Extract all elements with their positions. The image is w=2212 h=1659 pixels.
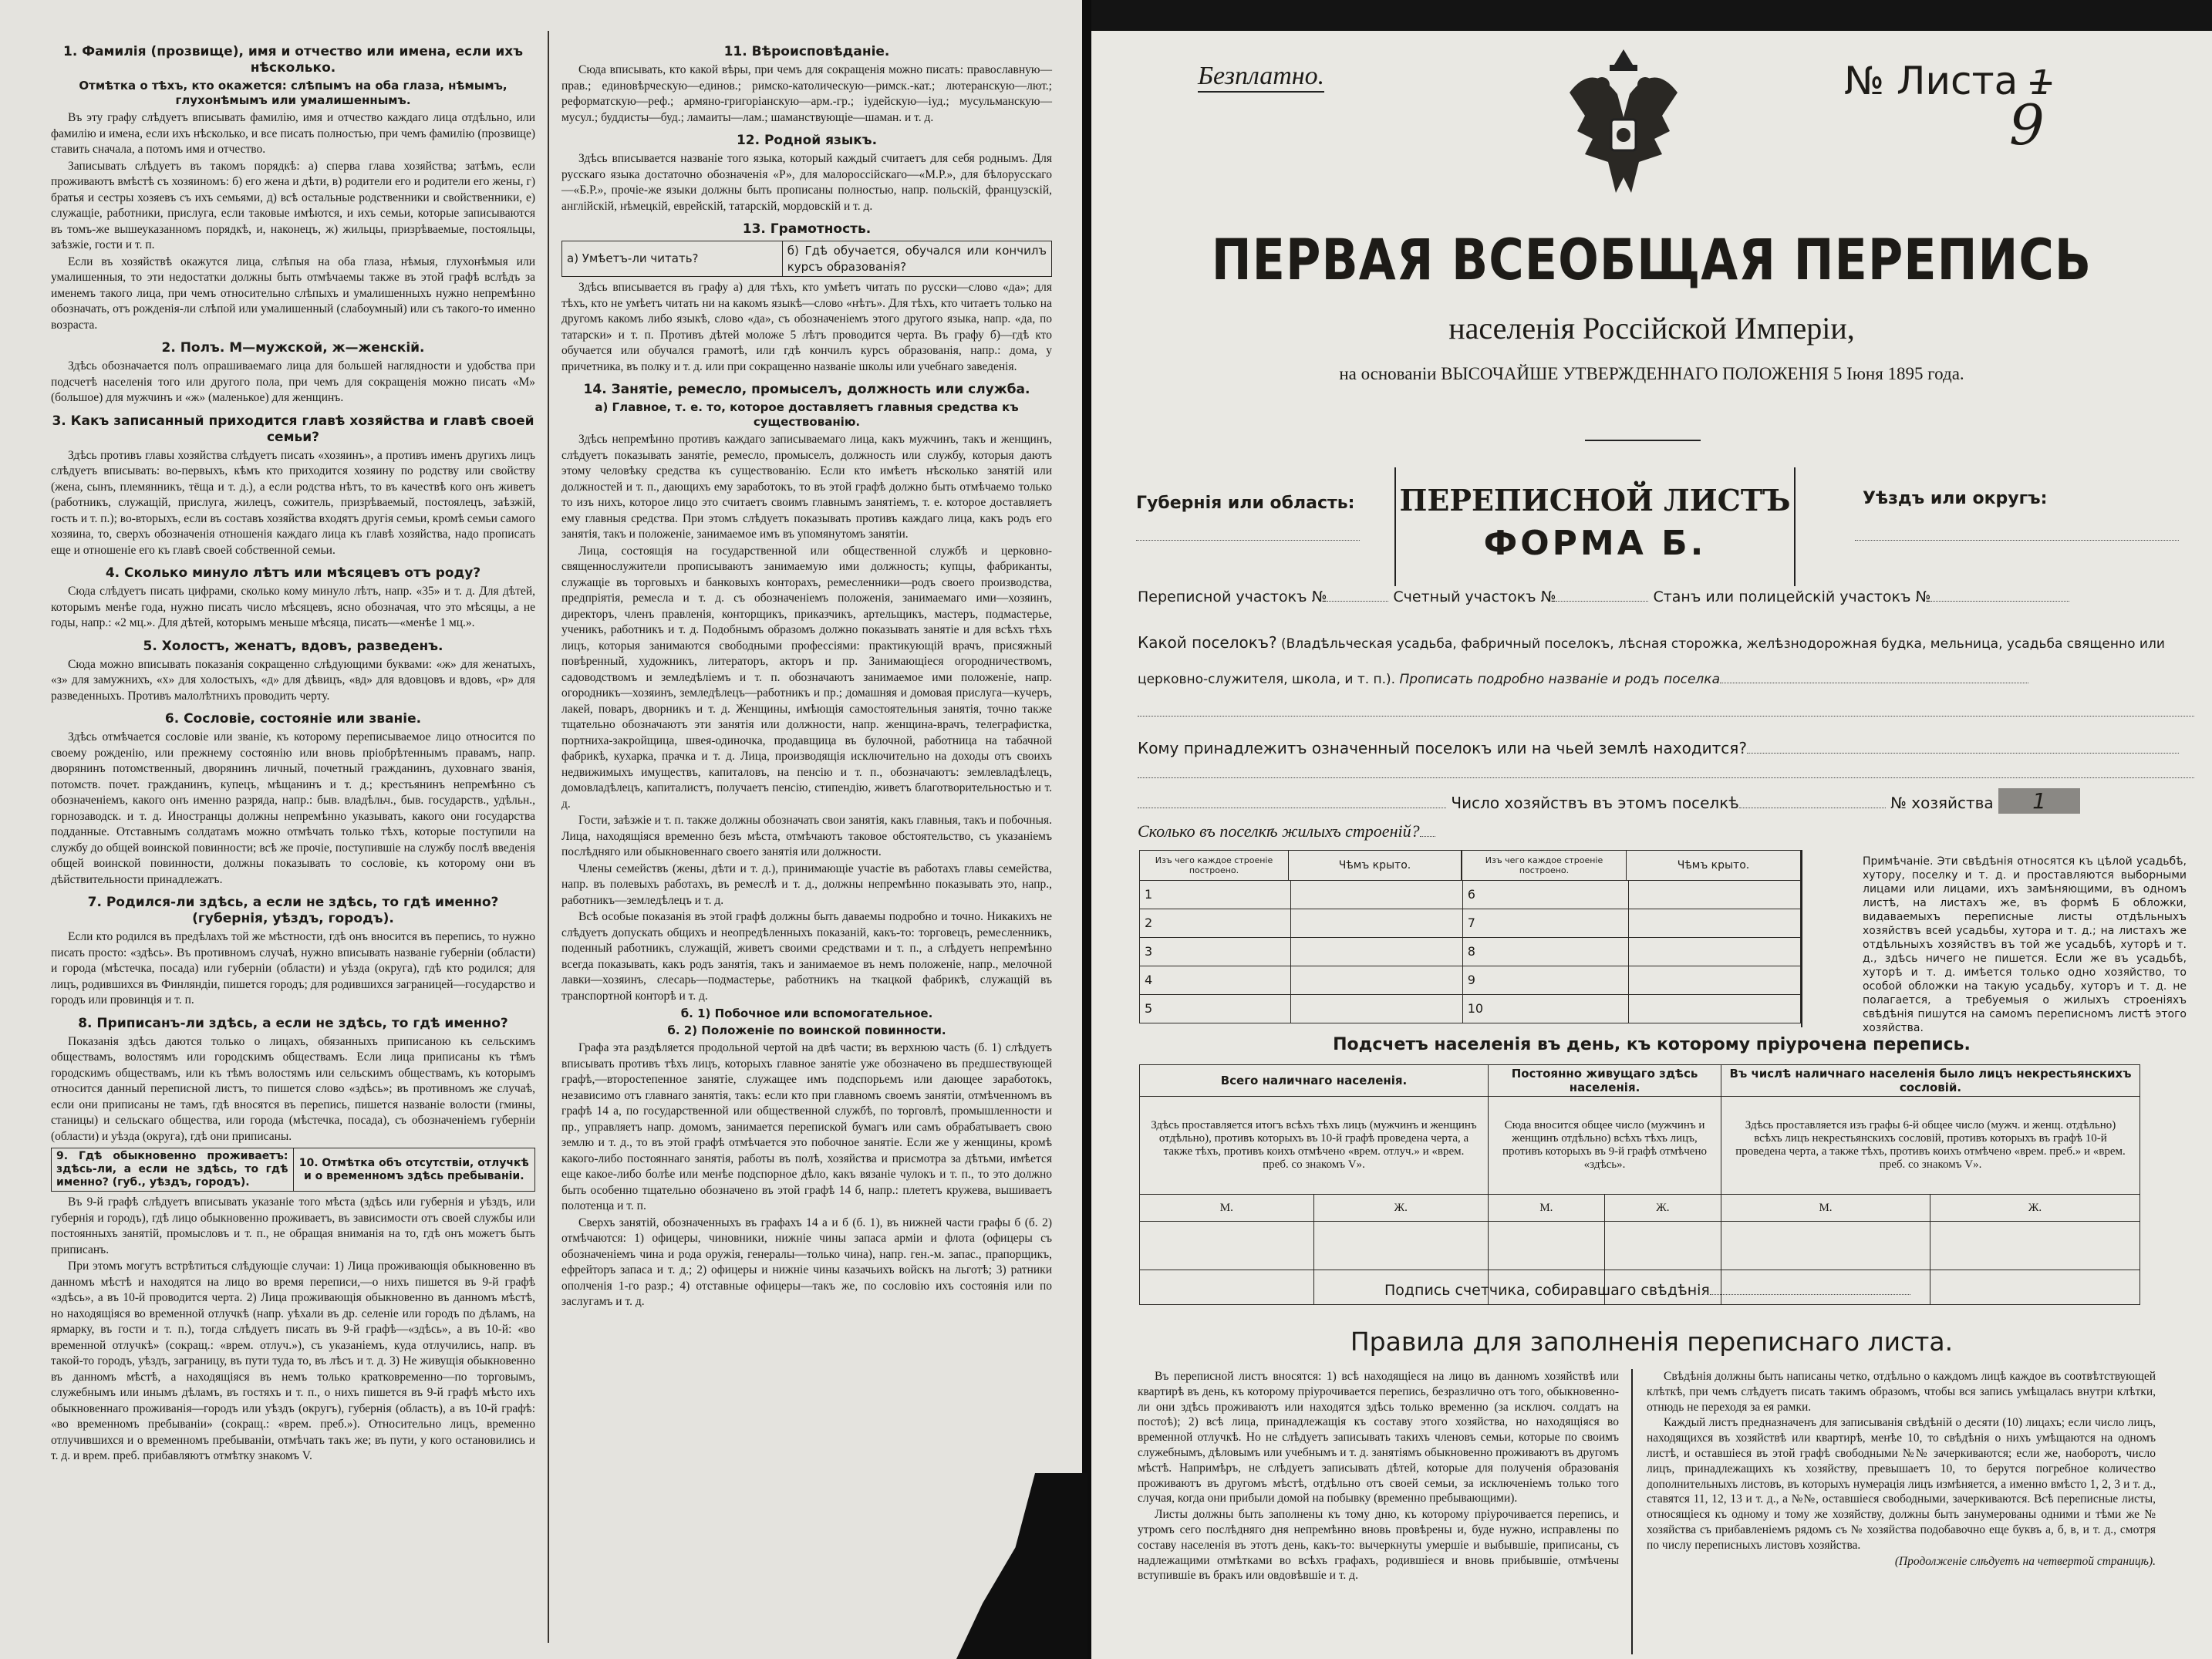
paragraph: Въ эту графу слѣдуетъ вписывать фамилію, имя и отчество каждаго лица отдѣльно, или фамилію и имена, если ихъ нѣсколько, и все писать полностью, при чемъ фамилію (прозвище) ставить сначала, а потомъ имя и отчество.	[51, 111, 535, 156]
ct-cell-m2[interactable]	[1488, 1222, 1604, 1270]
bt-header-roof-2: Чѣмъ крыто.	[1627, 851, 1801, 881]
buildings-table-left	[1139, 850, 1462, 881]
rules-divider	[1631, 1369, 1633, 1654]
column-divider	[548, 31, 549, 1643]
literacy-header	[561, 241, 1052, 277]
count-table	[1139, 1064, 2140, 1305]
bt-header-material: Изъ чего каждое строеніе построено.	[1140, 851, 1289, 881]
khozyaistva-row	[1138, 788, 2202, 814]
gubernia-label: Губернія или область:	[1136, 494, 1355, 513]
stan-field[interactable]	[1930, 601, 2069, 602]
ct-desc-permanent: Сюда вносится общее число (мужчинъ и женщинъ отдѣльно) всѣхъ тѣхъ лицъ, противъ которыхъ въ 9-й графѣ отмѣчено «здѣсь».	[1488, 1097, 1721, 1195]
schet-uchastok-field[interactable]	[1556, 601, 1648, 602]
poselok-field-line[interactable]	[1138, 716, 2194, 717]
row-number: 5	[1139, 995, 1291, 1023]
signature-label: Подпись счетчика, собиравшаго свѣдѣнія	[1384, 1282, 1710, 1299]
section-subheading: б. 1) Побочное или вспомогательное.	[680, 1007, 933, 1020]
section-heading: 1. Фамилія (прозвище), имя и отчество или имена, если ихъ нѣсколько.	[63, 44, 523, 76]
main-title: ПЕРВАЯ ВСЕОБЩАЯ ПЕРЕПИСЬ	[1211, 226, 2092, 293]
roof-cell[interactable]	[1629, 966, 1801, 995]
ct-cell-zh3b[interactable]	[1930, 1270, 2140, 1305]
paragraph: Здѣсь отмѣчается сословіе или званіе, къ которому переписываемое лицо относится по своему рожденію, или прежнему состоянію или вновь пріобрѣтеннымъ правамъ, напр. дворянинъ потомственный, дворянинъ личный, почетный гражданинъ, духовнаго званія, потомств. почет. гражданинъ, купецъ, мѣщанинъ и т. д.; крестьянинъ непремѣнно съ обозначеніемъ, какого онъ именно разряда, напр.: быв. владѣльч., быв. государств., удѣльн., горнозаводск. и т. д. Иностранцы должны непремѣнно указывать, какого они государства подданные. Отставнымъ солдатамъ можно отмѣчать только тѣхъ, которые поступили на службу до общей воинской повинности; всѣ же прочіе, поступившіе на службу послѣ введенія общей воинской повинности, должны показывать то сословіе, къ которому они въ дѣйствительности принадлежатъ.	[51, 730, 535, 886]
rules-left-p1: Въ переписной листъ вносятся: 1) всѣ находящіеся на лицо въ данномъ хозяйствѣ или квартирѣ въ день, къ которому пріурочивается перепись, безразлично отъ того, обыкновенно-ли они здѣсь проживаютъ или находятся здѣсь только временно (за исключ. солдатъ на постоѣ); 2) всѣ лица, принадлежащія къ составу этого хозяйства, но находящіяся во временной отлучкѣ. Но не слѣдуетъ записывать такихъ членовъ семьи, которые по своимъ служебнымъ, дѣловымъ или учебнымъ и т. д. занятіямъ обыкновенно проживаютъ въ другомъ мѣстѣ. Напримѣръ, не слѣдуетъ записывать дѣтей, которые для полученія образованія проживаютъ въ другомъ мѣстѣ, отдѣльно отъ своей семьи, за исключеніемъ только того случая, когда они прибыли домой на побывку (временно пребывающими).	[1138, 1370, 1619, 1506]
perepis-uchastok-field[interactable]	[1327, 601, 1388, 602]
khozyaistvo-no-field[interactable]: 1	[1998, 788, 2080, 814]
ct-desc-total: Здѣсь проставляется итогъ всѣхъ тѣхъ лицъ (мужчинъ и женщинъ отдѣльно), противъ которыхъ въ 10-й графѣ проведена черта, а также тѣхъ, противъ коихъ отмѣчено «врем. отлуч.» и «врем. преб. со знакомъ V».	[1140, 1097, 1489, 1195]
roof-cell[interactable]	[1291, 881, 1463, 909]
section-heading: 11. Вѣроисповѣданіе.	[723, 44, 890, 59]
col10-header: 10. Отмѣтка объ отсутствіи, отлучкѣ и о временномъ здѣсь пребываніи.	[293, 1148, 535, 1192]
section-heading: 8. Приписанъ-ли здѣсь, а если не здѣсь, то гдѣ именно?	[78, 1015, 508, 1031]
section-heading: 2. Полъ. М—мужской, ж—женскій.	[161, 340, 425, 356]
paragraph: Сверхъ занятій, обозначенныхъ въ графахъ 14 а и б (б. 1), въ нижней части графы б (б. 2) отмѣчаются: 1) офицеры, чиновники, нижніе чины запаса арміи и флота (офицеры съ обозначеніемъ чина и рода оружія, генералы—только чина), напр. ген.-м. запас., прапорщикъ, ефрейторъ запаса и т. д.; 2) офицеры и нижніе чины казачьихъ войскъ на льготѣ; 3) ратники ополченія 1-го разр.; 4) отставные офицеры—такъ же, по сословію ихъ состоянія или по заслугамъ и т. д.	[561, 1216, 1052, 1308]
section-heading: 5. Холостъ, женатъ, вдовъ, разведенъ.	[143, 638, 443, 654]
gubernia-field[interactable]	[1136, 540, 1360, 541]
buildings-row	[1139, 938, 1801, 966]
stroenii-field[interactable]	[1420, 836, 1435, 837]
paragraph: Здѣсь обозначается полъ опрашиваемаго лица для большей наглядности и удобства при подсчетѣ населенія того или другого пола, при чемъ для сокращенія можно писать «М» (большое) для мужчинъ и «ж» (маленькое) для женщинъ.	[51, 359, 535, 404]
sheet-number-struck: 1	[2030, 63, 2052, 103]
paragraph: Лица, состоящія на государственной или общественной службѣ и церковно-священнослужители прописываютъ занимаемую ими должность; купцы, фабриканты, служащіе въ торговыхъ и банковыхъ конторахъ, ремесленники—родъ своего производства, предпріятія, ремесла и т. д. съ обозначеніемъ положенія, занимаемаго ими—хозяинъ, директоръ, членъ правленія, конторщикъ, приказчикъ, артельщикъ, мастеръ, подмастерье, ученикъ, работникъ и т. д. Подобнымъ образомъ должно показывать занятіе и для всѣхъ тѣхъ лицъ, которыя занимаются свободными профессіями: практикующій врачъ, присяжный повѣренный, художникъ, литераторъ, акторъ и пр. Занимающіеся огородничествомъ, садоводствомъ и земледѣліемъ и т. п. обозначаютъ занимаемое ими положеніе, напр. огородникъ—хозяинъ, земледѣлецъ—работникъ и пр.; домашняя и домовая прислуга—кучеръ, лакей, поваръ, дворникъ и т. д. Женщины, имѣющія самостоятельныя занятія, точно также тщательно обозначаютъ эти занятія или должности, напр. женщина-врачъ, телеграфистка, портниха-закройщица, швея-одиночка, продавщица въ булочной, работница на табачной фабрикѣ, кухарка, прачка и т. д. Лица, производящія исключительно на доходы отъ своихъ недвижимыхъ имуществъ, капиталовъ, на пенсію и т. п., обозначаютъ: землевладѣлецъ, домовладѣлецъ, капиталистъ, получаетъ пенсію, стипендію, живетъ благотворительностью и т. д.	[561, 544, 1052, 811]
khozyaistvo-no-label: № хозяйства	[1890, 794, 1994, 812]
row-number: 7	[1463, 909, 1629, 938]
paragraph: Здѣсь вписывается въ графу а) для тѣхъ, кто умѣетъ читать по русски—слово «да»; для тѣхъ, кто не умѣетъ читать ни на какомъ языкѣ—слово «нѣтъ». Для тѣхъ, кто читаетъ только на другомъ какомъ либо языкѣ, слово «да», съ обозначеніемъ этого другого языка, напр. «да, по татарски» и т. п. Противъ дѣтей моложе 5 лѣтъ проводится черта. Въ графу б)—гдѣ кто обучается или обучался грамотѣ, или гдѣ кончилъ курсъ образованія, напр.: дома, у причетника, въ полку и т. д. или при сокращенно названіе школы или учебнаго заведенія.	[561, 281, 1052, 373]
form-title-box	[1394, 467, 1796, 586]
columns-9-10-header	[51, 1148, 535, 1192]
ct-cell-m1b[interactable]	[1140, 1270, 1314, 1305]
paragraph: Здѣсь непремѣнно противъ каждаго записываемаго лица, какъ мужчинъ, такъ и женщинъ, слѣдуетъ показывать занятіе, ремесло, промыселъ, должность или службу, которыя даютъ этому человѣку средства къ существованію. Если кто имѣетъ нѣсколько занятій или должностей и т. п., дающихъ ему заработокъ, то въ этой графѣ должно быть отмѣчаемо только то изъ нихъ, которое лицо это считаетъ своимъ главнымъ занятіемъ, т. е. которое доставляетъ ему главныя средства. При этомъ слѣдуетъ показывать противъ каждаго лица, какъ родъ его занятія, такъ и положеніе, занимаемое имъ въ упомянутомъ занятіи.	[561, 433, 1052, 541]
rules-left	[1138, 1369, 1619, 1584]
paragraph: Сюда можно вписывать показанія сокращенно слѣдующими буквами: «ж» для женатыхъ, «з» для замужнихъ, «х» для холостыхъ, «д» для дѣвицъ, «вд» для вдовцовъ и вдовъ, «р» для разведенныхъ. Противъ малолѣтнихъ проводить черту.	[51, 657, 535, 703]
left-column-2	[561, 37, 1052, 1311]
ct-zh-1: Ж.	[1313, 1195, 1488, 1222]
schet-uchastok-label: Счетный участокъ №	[1393, 588, 1556, 605]
ct-cell-m3[interactable]	[1721, 1222, 1930, 1270]
komu-label: Кому принадлежитъ означенный поселокъ или на чьей землѣ находится?	[1138, 739, 1747, 757]
imperial-eagle-emblem	[1546, 46, 1701, 201]
paragraph: Если кто родился въ предѣлахъ той же мѣстности, гдѣ онъ вносится въ перепись, то нужно писать просто: «здѣсь». Въ противномъ случаѣ, нужно вписывать названіе губерніи (области) и города (мѣстечка, посада) или губерніи (области) и уѣзда (округа), гдѣ кто родился; для лицъ, родившихся въ Финляндіи, пишется городъ; для родившихся заграницей—государство и городъ или провинція и т. п.	[51, 930, 535, 1007]
row-number: 4	[1139, 966, 1291, 995]
poselok-note-instruction: Прописать подробно названіе и родъ поселка	[1399, 672, 1720, 687]
paragraph: Гости, заѣзжіе и т. п. также должны обозначать свои занятія, какъ главныя, такъ и побочныя. Лица, находящіяся временно безъ мѣста, отмѣчаютъ таковое обстоятельство, съ указаніемъ послѣдняго или обыкновеннаго своего занятія или должности.	[561, 814, 1052, 858]
poselok-field-block	[1138, 625, 2202, 697]
roof-cell[interactable]	[1629, 909, 1801, 938]
ct-zh-3: Ж.	[1930, 1195, 2140, 1222]
ct-m-1: М.	[1140, 1195, 1314, 1222]
buildings-note: Примѣчаніе. Эти свѣдѣнія относятся къ цѣлой усадьбѣ, хутору, поселку и т. д. и проставляются выборными лицами или лицами, ихъ замѣняющими, въ одномъ листѣ, на листахъ же, въ формѣ Б обложки, видаваемыхъ переписные листы отдѣльныхъ хозяйствъ всей усадьбы, хутора и т. д.; на листахъ же отдѣльныхъ хозяйствъ въ той же усадьбѣ, хуторѣ и т. д., здѣсь ничего не пишется. Если же въ усадьбѣ, хуторѣ и т. д. имѣется только одно хозяйство, то особой обложки на такую усадьбу, хуторъ и т. д. не полагается, а требуемыя о жилыхъ строеніяхъ свѣдѣнія пишутся на самомъ переписномъ листѣ этого хозяйства.	[1863, 855, 2187, 1034]
rules-left-p2: Листы должны быть заполнены къ тому дню, къ которому пріурочивается перепись, и утромъ сего послѣдняго дня непремѣнно вновь провѣрены и, буде нужно, исправлены по составу населенія въ этотъ день, какъ-то: вычеркнуты умершіе и выбывшіе, приписаны, съ надлежащими отмѣтками во всѣхъ графахъ, родившіеся и вновь прибывшіе, отмѣчены вступившіе въ бракъ или овдовѣвшіе и т. д.	[1138, 1508, 1619, 1583]
section-heading: 6. Сословіе, состояніе или званіе.	[164, 711, 422, 727]
section-heading: 4. Сколько минуло лѣтъ или мѣсяцевъ отъ роду?	[105, 565, 481, 581]
buildings-row	[1139, 966, 1801, 995]
paragraph: Графа эта раздѣляется продольной чертой на двѣ части; въ верхнюю часть (б. 1) слѣдуетъ вписывать противъ тѣхъ лицъ, которыхъ главное занятіе уже обозначено въ предшествующей графѣ,—второстепенное занятіе, служащее имъ подспорьемъ или дающее заработокъ, независимо отъ главнаго занятія, такъ: если кто при главномъ своемъ занятіи, отмѣченномъ въ графѣ 14 а, по государственной или общественной службѣ, по торговлѣ, промышленности и пр., управляетъ напр. домомъ, занимается перепиской бумагъ или самъ обрабатываетъ свою землю и т. д., то въ этой графѣ отмѣчается это побочное занятіе. Если же у женщины, кромѣ какого-либо постояннаго занятія, работы въ полѣ, хозяйства и присмотра за дѣтьми, имѣется еще какое-либо болѣе или менѣе подспорное дѣло, какъ вязаніе чулокъ и т. п., то это должно быть особенно тщательно обозначено въ этой графѣ 14 б, напр.: плететъ кружева, вышиваетъ полотенца и т. п.	[561, 1041, 1052, 1212]
left-page	[0, 0, 1082, 1659]
paragraph: Показанія здѣсь даются только о лицахъ, обязанныхъ приписаною къ сельскимъ обществамъ, волостямъ или городскимъ обществамъ. Если лица приписаны къ тѣмъ городскимъ обществамъ, или къ тѣмъ волостямъ или сельскимъ обществамъ, къ которымъ относится данный переписной листъ, то пишется слово «здѣсь»; въ противномъ же случаѣ, если они приписаны не тамъ, гдѣ вносятся въ перепись, пишется названіе волости (гмины, станицы) и сельскаго общества, или города (мѣстечка, посада), съ обозначеніемъ губерніи (области) и уѣзда (округа), гдѣ они приписаны.	[51, 1034, 535, 1143]
row-number: 9	[1463, 966, 1629, 995]
paragraph: Здѣсь вписывается названіе того языка, который каждый считаетъ для себя роднымъ. Для русскаго языка достаточно обозначенія «Р», для малороссійскаго—«М.Р.», для бѣлорусскаго—«Б.Р.», прочіе-же языки должны быть прописаны полностью, напр. польскій, французскій, англійскій, нѣмецкій, еврейскій, татарскій, мордовскій и т. д.	[561, 152, 1052, 213]
bt-header-material-2: Изъ чего каждое строеніе построено.	[1462, 851, 1627, 881]
roof-cell[interactable]	[1629, 995, 1801, 1023]
section-subheading: а) Главное, т. е. то, которое доставляетъ главныя средства къ существованію.	[595, 400, 1019, 429]
section-subheading: б. 2) Положеніе по воинской повинности.	[667, 1023, 946, 1037]
section-heading: 14. Занятіе, ремесло, промыселъ, должность или служба.	[583, 382, 1030, 397]
left-column-1	[51, 37, 535, 1465]
buildings-table	[1139, 850, 1801, 881]
ct-m-3: М.	[1721, 1195, 1930, 1222]
buildings-table-right	[1462, 850, 1801, 881]
roof-cell[interactable]	[1629, 938, 1801, 966]
signature-row	[1384, 1282, 1910, 1299]
section-heading: 13. Грамотность.	[742, 221, 872, 237]
row-number: 10	[1463, 995, 1629, 1023]
ct-header-total: Всего наличнаго населенія.	[1140, 1065, 1489, 1097]
rules-continued: (Продолженіе слѣдуетъ на четвертой страницѣ).	[1894, 1554, 2156, 1568]
roof-cell[interactable]	[1291, 995, 1463, 1023]
ct-m-2: М.	[1488, 1195, 1604, 1222]
ct-cell-zh1[interactable]	[1313, 1222, 1488, 1270]
uezd-label: Уѣздъ или округъ:	[1863, 489, 2048, 508]
row-number: 1	[1139, 881, 1291, 909]
paragraph: Всѣ особые показанія въ этой графѣ должны быть даваемы подробно и точно. Никакихъ не слѣдуетъ допускать общихъ и неопредѣленныхъ показаній, какъ-то: торговецъ, ремесленникъ, поденный работникъ, служащій, живетъ своими средствами и т. п., а слѣдуетъ непремѣнно всегда показывать, какъ родъ занятія, такъ и занимаемое въ немъ положеніе, напр., мелочной лавки—хозяинъ, слесарь—подмастерье, работникъ на ткацкой фабрикѣ, служащій въ транспортной конторѣ и т. д.	[561, 910, 1052, 1003]
ct-cell-zh3[interactable]	[1930, 1222, 2140, 1270]
row-number: 6	[1463, 881, 1629, 909]
roof-cell[interactable]	[1291, 909, 1463, 938]
paragraph: При этомъ могутъ встрѣтиться слѣдующіе случаи: 1) Лица проживающія обыкновенно въ данномъ мѣстѣ и находятся на лицо во время переписи,—о нихъ пишется въ 9-й графѣ «здѣсь», а въ 10-й проводится черта. 2) Лица проживающія обыкновенно въ данномъ мѣстѣ, но находящіяся во временной отлучкѣ (напр. уѣхали въ др. селеніе или городъ по дѣламъ, на ярмарку, въ гости и т. п.), тогда слѣдуетъ писать въ 9-й графѣ—«здѣсь», а въ 10-й: «во временной отлучкѣ» (сокращ.: «врем. отлуч.»), съ указаніемъ, куда отлучились, напр. въ такой-то городъ, уѣздъ, заграницу, въ пути туда то, въ лѣсъ и т. д. 3) Не живущія обыкновенно въ данномъ мѣстѣ, а находящіяся въ немъ только кратковременно—по торговымъ, служебнымъ или инымъ дѣламъ, въ гостяхъ и т. п., о нихъ пишется въ 9-й графѣ мѣсто ихъ обыкновеннаго проживанія—городъ или уѣздъ (округъ), губернія (область), а въ 10-й графѣ: «во временномъ пребываніи» (сокращ.: «врем. преб.»). Относительно лицъ, временно отлучившихся и о временномъ пребываніи, отмѣчать такъ же; въ пути, у кого остановились и т. д. и врем. преб. прибавляютъ отмѣтку знакомъ V.	[51, 1259, 535, 1462]
free-label: Безплатно.	[1198, 62, 1324, 93]
area-fields	[1138, 588, 2194, 605]
paragraph: Записывать слѣдуетъ въ такомъ порядкѣ: а) сперва глава хозяйства; затѣмъ, если проживаютъ вмѣстѣ съ хозяиномъ: б) его жена и дѣти, в) родители его и родители его жены, г) братья и сестры хозяевъ съ ихъ семьями, д) всѣ остальные родственники и свойственники, е) служащіе, работники, прислуга, если таковые имѣются, и ихъ семьи, которые записываются въ томъ-же вышеуказанномъ порядкѣ, и, наконецъ, ж) жильцы, призрѣваемые, постояльцы, заѣзжіе, гости и т. п.	[51, 159, 535, 251]
count-title: Подсчетъ населенія въ день, къ которому пріурочена перепись.	[1333, 1035, 1971, 1054]
buildings-row	[1139, 881, 1801, 909]
section-heading: 3. Какъ записанный приходится главѣ хозяйства и главѣ своей семьи?	[52, 413, 534, 445]
col2-tail	[561, 280, 1052, 1310]
poselok-note: (Владѣльческая усадьба, фабричный поселокъ, лѣсная сторожка, желѣзнодорожная будка, мельница, усадьба священно или церковно-служителя, школа, и т. п.).	[1138, 636, 2165, 687]
right-page	[1091, 31, 2212, 1659]
list-title: ПЕРЕПИСНОЙ ЛИСТЪ	[1399, 483, 1791, 518]
uezd-field[interactable]	[1855, 540, 2179, 541]
buildings-row	[1139, 909, 1801, 938]
section-heading: 12. Родной языкъ.	[736, 133, 878, 148]
ct-desc-nonpeasant: Здѣсь проставляется изъ графы 6-й общее число (мужч. и женщ. отдѣльно) всѣхъ лицъ некрестьянскихъ сословій, противъ которыхъ въ графѣ 10-й проведена черта, а также тѣхъ, противъ коихъ отмѣчено «врем. преб.» и «врем. преб. со знакомъ V».	[1721, 1097, 2140, 1195]
title-rule	[1585, 440, 1701, 441]
subtitle: населенія Россійской Имперіи,	[1448, 311, 1855, 346]
rules-right	[1647, 1369, 2156, 1570]
literacy-a: а) Умѣетъ-ли читать?	[562, 241, 783, 277]
row-number: 8	[1463, 938, 1629, 966]
col1-tail	[51, 1195, 535, 1465]
ct-header-permanent: Постоянно живущаго здѣсь населенія.	[1488, 1065, 1721, 1097]
page-fold	[1082, 0, 1091, 1659]
stan-label: Станъ или полицейскій участокъ №	[1653, 588, 1931, 605]
bt-header-roof: Чѣмъ крыто.	[1289, 851, 1462, 881]
roof-cell[interactable]	[1629, 881, 1801, 909]
row-number: 3	[1139, 938, 1291, 966]
rules-right-p1: Свѣдѣнія должны быть написаны четко, отдѣльно о каждомъ лицѣ каждое въ соотвѣтствующей клѣткѣ, при чемъ слѣдуетъ писать такимъ образомъ, чтобы вся запись умѣщалась внутри клѣтки, отнюдь не переходя за ея рамки.	[1647, 1370, 2156, 1414]
sheet-number-label: № Листа	[1844, 59, 2018, 103]
stroenii-row	[1138, 821, 1435, 841]
paragraph: Въ 9-й графѣ слѣдуетъ вписывать указаніе того мѣста (здѣсь или губернія и уѣздъ, или губернія и городъ), гдѣ лицо обыкновенно проживаетъ, въ зависимости отъ своей службы или постоянныхъ занятій, промысловъ и т. п., не обращая вниманія на то, гдѣ онъ можетъ быть приписанъ.	[51, 1195, 535, 1256]
col9-header: 9. Гдѣ обыкновенно проживаетъ: здѣсь-ли, а если не здѣсь, то гдѣ именно? (губ., уѣздъ, городъ).	[52, 1148, 294, 1192]
rules-right-p2: Каждый листъ предназначенъ для записыванія свѣдѣній о десяти (10) лицахъ; если число лицъ, находящихся въ хозяйствѣ или квартирѣ, менѣе 10, то свѣдѣнія о нихъ умѣщаются на одномъ листѣ, и оставшіеся въ этой графѣ свободными №№ зачеркиваются; если же, наоборотъ, число лицъ, принадлежащихъ къ хозяйству, превышаетъ 10, то берутся погребное количество дополнительныхъ листовъ, въ которыхъ нумерація лицъ измѣняется, а именно вмѣсто 1, 2, 3 и т. д., ставятся 11, 12, 13 и т. д., а №№, оставшіеся свободными, зачеркиваются. Всѣ переписные листы, относящіеся къ одному и тому же хозяйству, должны быть занумерованы одними и тѣми же № хозяйства съ прибавленіемъ рядомъ съ № хозяйства подобавочно еще буквъ а, б, в, и т. д., смотря по числу переписныхъ листовъ хозяйства.	[1647, 1416, 2156, 1552]
khozyaistva-count-label: Число хозяйствъ въ этомъ поселкѣ	[1451, 794, 1739, 812]
komu-field-line[interactable]	[1138, 777, 2194, 778]
roof-cell[interactable]	[1291, 938, 1463, 966]
komu-field-row	[1138, 739, 2179, 757]
buildings-table-rows	[1139, 881, 1801, 1023]
literacy-b: б) Гдѣ обучается, обучался или кончилъ курсъ образованія?	[782, 241, 1051, 277]
ct-cell-m1[interactable]	[1140, 1222, 1314, 1270]
paragraph: Члены семействъ (жены, дѣти и т. д.), принимающіе участіе въ работахъ главы семейства, напр. въ полевыхъ работахъ, въ ремеслѣ и т. д., должны непремѣнно показывать это, напр., работникъ—земледѣлецъ и т. д.	[561, 862, 1052, 907]
section-subheading: Отмѣтка о тѣхъ, кто окажется: слѣпымъ на оба глаза, нѣмымъ, глухонѣмымъ или умалишеннымъ.	[79, 79, 507, 107]
paragraph: Здѣсь противъ главы хозяйства слѣдуетъ писать «хозяинъ», а противъ именъ другихъ лицъ слѣдуетъ вписывать: во-первыхъ, кѣмъ кто приходится хозяину по родству или свойству (жена, сынъ, племянникъ, тёща и т. д.), а если родства нѣтъ, то въ качествѣ кого онъ живетъ (работникъ, служащій, прислуга, жилецъ, сожитель, призрѣваемый, постоялецъ, заѣзжій, гость и т. п.); во-вторыхъ, если въ составъ хозяйства входятъ другія семьи, кромѣ семьи самого хозяина, то, сверхъ обозначенія отношенія каждаго лица къ главѣ хозяйства, надо прописать еще и отношеніе его къ главѣ своей собственной семьи.	[51, 448, 535, 557]
ct-header-nonpeasant: Въ числѣ наличнаго населенія было лицъ некрестьянскихъ сословій.	[1721, 1065, 2140, 1097]
signature-field[interactable]	[1710, 1294, 1910, 1295]
bt-vrule	[1801, 850, 1802, 1027]
buildings-row	[1139, 995, 1801, 1023]
paragraph: Сюда слѣдуетъ писать цифрами, сколько кому минуло лѣтъ, напр. «35» и т. д. Для дѣтей, которымъ менѣе года, нужно писать число мѣсяцевъ, ясно обозначая, что это мѣсяцы, а не годы, напр.: «2 мц.». Для дѣтей, которымъ меньше мѣсяца, писать—«менѣе 1 мц.».	[51, 585, 535, 629]
paragraph: Сюда вписывать, кто какой вѣры, при чемъ для сокращенія можно писать: православную—прав.; единовѣрческую—единов.; римско-католическую—римск.-кат.; лютеранскую—лют.; реформатскую—реф.; армяно-григоріанскую—арм.-гр.; іудейскую—іуд.; мусульманскую—мусул.; буддисты—буд.; ламаиты—лам.; шаманствующіе—шаман. и т. д.	[561, 63, 1052, 124]
perepis-uchastok-label: Переписной участокъ №	[1138, 588, 1327, 605]
sheet-number-handwritten: 9	[2009, 93, 2045, 157]
stroenii-label: Сколько въ поселкѣ жилыхъ строеній?	[1138, 821, 1420, 841]
subtitle-decree: на основаніи ВЫСОЧАЙШЕ УТВЕРЖДЕННАГО ПОЛОЖЕНІЯ 5 Іюня 1895 года.	[1339, 364, 1964, 383]
poselok-label: Какой поселокъ?	[1138, 633, 1277, 652]
rules-title: Правила для заполненія переписнаго листа.	[1350, 1327, 1954, 1357]
komu-field[interactable]	[1747, 753, 2179, 754]
ct-cell-zh2[interactable]	[1604, 1222, 1721, 1270]
row-number: 2	[1139, 909, 1291, 938]
ct-zh-2: Ж.	[1604, 1195, 1721, 1222]
section-heading: 7. Родился-ли здѣсь, а если не здѣсь, то гдѣ именно? (губернія, уѣздъ, городъ).	[87, 895, 499, 926]
form-title: ФОРМА Б.	[1483, 524, 1707, 563]
roof-cell[interactable]	[1291, 966, 1463, 995]
paragraph: Если въ хозяйствѣ окажутся лица, слѣпыя на оба глаза, нѣмыя, глухонѣмыя или умалишенныя, то эти недостатки должны быть отмѣчаемы также въ этой графѣ вслѣдъ за именемъ такого лица, при чемъ относительно слѣпыхъ и умалишенныхъ нужно непремѣнно обозначать, отъ рожденія-ли слѣпой или умалишенный (слабоумный) или съ такого-то именно возраста.	[51, 255, 535, 332]
